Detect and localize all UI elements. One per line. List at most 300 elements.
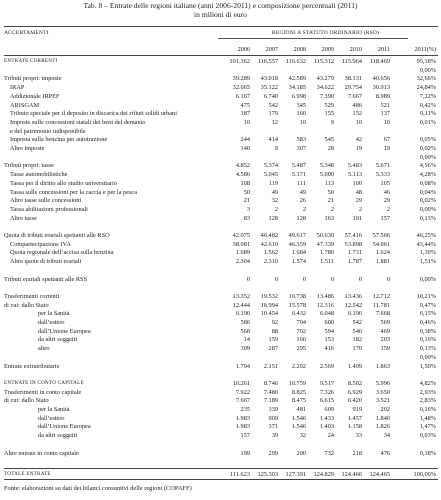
row-value-cell: 586 [240, 319, 250, 326]
row-value-cell: 0 [330, 275, 334, 283]
row-label: Tasse automobilistiche [10, 171, 68, 179]
row-value-cell: 5.671 [375, 162, 390, 170]
row-value-cell: 49.617 [288, 232, 306, 239]
row-value-cell: 235 [240, 406, 250, 413]
row-value-cell: 155 [324, 110, 334, 118]
row-label: Tributi propri: imposte [4, 75, 62, 83]
table-row [0, 162, 441, 169]
source-footnote: Fonte: elaborazioni su dati dei bilanci consuntivi delle regioni (COPAFF) [4, 485, 192, 492]
table-row [0, 110, 441, 117]
row-value-cell: 140 [240, 145, 250, 152]
row-value-cell: 1.780 [319, 249, 334, 257]
row-value-cell: 1.731 [347, 249, 362, 257]
row-value-cell: 6.167 [235, 92, 250, 100]
row-percent-cell: 0,13% [419, 345, 436, 353]
row-value-cell: 5.487 [291, 162, 306, 170]
row-percent-cell: 0,13% [419, 214, 436, 222]
row-value-cell: 124.829 [313, 470, 334, 478]
row-percent-cell: 1,30% [419, 249, 436, 257]
row-value-cell: 1.826 [375, 423, 390, 431]
row-value-cell: 5.113 [348, 171, 362, 179]
row-value-cell: 33 [355, 432, 362, 440]
row-label: di cui: dallo Stato [4, 397, 49, 405]
row-value-cell: 3 [246, 205, 250, 213]
row-value-cell: 137 [380, 110, 390, 118]
row-label: Altre quote di tributi erariali [10, 258, 82, 266]
row-value-cell: 46 [383, 188, 390, 196]
row-value-cell: 8.825 [291, 388, 306, 396]
row-value-cell: 307 [296, 145, 306, 152]
row-value-cell: 32.065 [232, 84, 250, 92]
row-value-cell: 481 [296, 406, 306, 413]
row-value-cell: 9 [274, 145, 278, 152]
row-value-cell: 545 [324, 136, 334, 144]
row-percent-cell: 46,25% [416, 232, 436, 239]
row-value-cell: 124.466 [341, 470, 362, 478]
year-header-cell: 2011 [377, 46, 390, 53]
row-value-cell: 30.913 [372, 84, 390, 92]
table-row [0, 93, 441, 100]
row-value-cell: 11.781 [372, 301, 390, 309]
row-value-cell: 182 [352, 336, 362, 344]
table-row [0, 102, 441, 109]
row-value-cell: 115.312 [313, 58, 334, 65]
row-value-cell: 43.018 [260, 75, 278, 83]
year-header-cell: 2009 [321, 46, 334, 53]
row-percent-cell: 0,08% [419, 179, 436, 187]
row-value-cell: 9.517 [319, 379, 334, 387]
row-value-cell: 191 [352, 214, 362, 222]
row-value-cell: 5.483 [347, 162, 362, 170]
row-value-cell: 476 [380, 449, 390, 457]
row-value-cell: 160 [296, 336, 306, 344]
row-value-cell: 0 [246, 275, 250, 283]
row-value-cell: 5.045 [263, 171, 278, 179]
row-value-cell: 2.310 [263, 258, 278, 266]
row-value-cell: 21 [327, 197, 334, 205]
row-value-cell: 16.738 [288, 292, 306, 300]
row-value-cell: 7.668 [375, 310, 390, 318]
table-row [0, 363, 441, 370]
row-value-cell: 0 [302, 275, 306, 283]
row-label: Tributo speciale per il deposito in discarica dei rifiuti solidi urbani [10, 110, 177, 118]
row-value-cell: 38.081 [232, 240, 250, 248]
row-value-cell: 1.433 [319, 414, 334, 422]
row-value-cell: 2 [358, 205, 362, 213]
row-percent-cell: 7,22% [419, 92, 436, 100]
header-accertamenti: ACCERTAMENTI [4, 30, 49, 36]
row-value-cell: 1.881 [375, 258, 390, 266]
row-percent-cell: 1,47% [419, 423, 436, 431]
row-percent-cell: 2,83% [419, 397, 436, 405]
row-value-cell: 1.158 [347, 423, 362, 431]
row-value-cell: 569 [380, 319, 390, 326]
row-label: Compartecipazione IVA [10, 240, 71, 248]
row-value-cell: 29.754 [344, 84, 362, 92]
row-value-cell: 157 [240, 432, 250, 440]
row-value-cell: 8.989 [375, 92, 390, 100]
row-percent-cell: 0,00% [419, 205, 436, 213]
table-row [0, 67, 441, 74]
row-percent-cell: 0,03% [419, 432, 436, 440]
table-row [0, 319, 441, 326]
row-value-cell: 200 [296, 449, 306, 457]
row-value-cell: 7.922 [235, 388, 250, 396]
row-percent-cell: 0,00% [419, 153, 436, 161]
row-percent-cell: 0,42% [419, 101, 436, 109]
row-value-cell: 295 [296, 345, 306, 353]
row-value-cell: 594 [324, 327, 334, 335]
row-value-cell: 2.202 [291, 362, 306, 370]
row-value-cell: 50.630 [316, 232, 334, 239]
table-row [0, 267, 441, 274]
row-value-cell: 19 [355, 145, 362, 152]
row-value-cell: 339 [268, 406, 278, 413]
table-row [0, 171, 441, 178]
row-value-cell: 203 [380, 336, 390, 344]
row-value-cell: 10 [299, 118, 306, 126]
row-value-cell: 40.656 [372, 75, 390, 83]
row-label: Entrate extratributarie [4, 362, 60, 370]
table-row [0, 441, 441, 448]
row-value-cell: 2.304 [235, 258, 250, 266]
row-value-cell: 199 [240, 449, 250, 457]
row-label: per la Sanità [38, 406, 70, 413]
row-value-cell: 18.994 [260, 301, 278, 309]
row-label: Trasferimenti in conto capitale [4, 388, 82, 396]
row-value-cell: 108 [240, 179, 250, 187]
row-value-cell: 42 [355, 136, 362, 144]
row-label: Tassa sulle concessioni per la caccia e per la pesca [10, 188, 138, 196]
row-value-cell: 163 [324, 214, 334, 222]
row-value-cell: 15.578 [288, 301, 306, 309]
table-title-line1: Tab. 8 – Entrate delle regioni italiane (anni 2006-2011) e composizione percentuali (2011) [83, 1, 358, 10]
row-percent-cell: 0,02% [419, 145, 436, 152]
row-value-cell: 7.326 [319, 388, 334, 396]
row-label: Tassa per il diritto allo studio universitario [10, 179, 117, 187]
row-value-cell: 119 [268, 179, 278, 187]
row-value-cell: 57.566 [372, 232, 390, 239]
row-percent-cell: 4,82% [419, 379, 436, 387]
row-value-cell: 8.502 [347, 379, 362, 387]
row-label: da altri soggetti [38, 432, 78, 440]
row-value-cell: 5.000 [319, 171, 334, 179]
table-title-line2: in milioni di euro [194, 9, 247, 19]
row-value-cell: 12 [271, 118, 278, 126]
row-value-cell: 157 [380, 214, 390, 222]
row-value-cell: 2.569 [319, 362, 334, 370]
table-row [0, 397, 441, 404]
table-row [0, 215, 441, 222]
row-value-cell: 7.189 [263, 397, 278, 405]
row-value-cell: 49 [299, 188, 306, 196]
row-value-cell: 10.261 [232, 379, 250, 387]
row-value-cell: 287 [268, 345, 278, 353]
row-value-cell: 702 [296, 327, 306, 335]
row-value-cell: 1.546 [291, 423, 306, 431]
table-row [0, 180, 441, 187]
table-title [0, 2, 441, 19]
row-value-cell: 179 [268, 110, 278, 118]
row-value-cell: 67 [383, 136, 390, 144]
row-value-cell: 919 [352, 406, 362, 413]
row-value-cell: 414 [268, 136, 278, 144]
row-value-cell: 19.532 [260, 292, 278, 300]
row-label: Imposta sulla benzina per autotrazione [10, 136, 108, 144]
row-value-cell: 2 [302, 205, 306, 213]
row-value-cell: 10.759 [288, 379, 306, 387]
row-value-cell: 47.339 [316, 240, 334, 248]
table-row [0, 128, 441, 135]
row-value-cell: 160 [296, 110, 306, 118]
table-row [0, 136, 441, 143]
row-value-cell: 19 [383, 145, 390, 152]
row-value-cell: 88 [271, 327, 278, 335]
table-row [0, 310, 441, 317]
row-value-cell: 13.352 [232, 292, 250, 300]
table-row [0, 119, 441, 126]
row-value-cell: 6.048 [319, 310, 334, 318]
row-value-cell: 34.185 [288, 84, 306, 92]
table-row [0, 197, 441, 204]
row-value-cell: 12.712 [372, 292, 390, 300]
table-row [0, 371, 441, 378]
table-row [0, 380, 441, 387]
row-value-cell: 309 [240, 345, 250, 353]
row-value-cell: 42.075 [232, 232, 250, 239]
table-row [0, 206, 441, 213]
row-value-cell: 115.964 [341, 58, 362, 65]
row-value-cell: 3.521 [375, 397, 390, 405]
row-value-cell: 521 [380, 101, 390, 109]
row-percent-cell: 0,11% [419, 110, 436, 118]
table-row [0, 406, 441, 413]
row-label: Trasferimenti correnti [4, 292, 60, 300]
row-label: Quota di tributi erariali spettanti alle RSO [4, 232, 110, 239]
row-value-cell: 113 [324, 179, 334, 187]
row-value-cell: 469 [380, 327, 390, 335]
row-value-cell: 1.511 [320, 258, 334, 266]
row-value-cell: 6.740 [263, 92, 278, 100]
row-label: ENTRATE CORRENTI [4, 58, 58, 64]
row-value-cell: 5.374 [263, 162, 278, 170]
row-value-cell: 371 [268, 423, 278, 431]
row-value-cell: 6.929 [347, 388, 362, 396]
row-percent-cell: 0,38% [419, 327, 436, 335]
row-label: dall’estero [38, 414, 65, 422]
row-value-cell: 540 [352, 327, 362, 335]
row-value-cell: 4.852 [235, 162, 250, 170]
table-row [0, 423, 441, 430]
row-percent-cell: 1,51% [419, 258, 436, 266]
row-value-cell: 2.151 [263, 362, 278, 370]
row-value-cell: 46.359 [288, 240, 306, 248]
row-value-cell: 50 [327, 188, 334, 196]
row-percent-cell: 1,48% [419, 414, 436, 422]
row-value-cell: 704 [296, 319, 306, 326]
row-value-cell: 159 [268, 336, 278, 344]
row-value-cell: 83 [243, 214, 250, 222]
row-value-cell: 542 [268, 101, 278, 109]
row-percent-cell: 95,18% [416, 58, 436, 65]
row-value-cell: 10 [355, 118, 362, 126]
row-percent-cell: 24,84% [416, 84, 436, 92]
row-label: Altre tasse [10, 214, 37, 222]
table-row [0, 84, 441, 91]
row-label: IRAP [10, 84, 25, 92]
row-percent-cell: 0,38% [419, 449, 436, 457]
row-value-cell: 92 [271, 319, 278, 326]
row-value-cell: 1.684 [291, 249, 306, 257]
row-percent-cell: 100,00% [413, 470, 436, 478]
row-value-cell: 732 [324, 449, 334, 457]
row-percent-cell: 9,47% [419, 301, 436, 309]
row-label: Altre tasse sulle concessioni [10, 197, 82, 205]
table-row [0, 154, 441, 161]
row-value-cell: 24 [327, 432, 334, 440]
row-value-cell: 1.794 [235, 362, 250, 370]
row-value-cell: 3.650 [375, 388, 390, 396]
row-value-cell: 416 [324, 345, 334, 353]
header-rso-underline [218, 38, 408, 39]
table-row [0, 75, 441, 82]
table-row [0, 249, 441, 256]
row-value-cell: 345 [296, 101, 306, 109]
row-value-cell: 9 [330, 118, 334, 126]
row-value-cell: 128 [268, 214, 278, 222]
year-header-cell: 2010 [349, 46, 362, 53]
row-value-cell: 6.615 [319, 397, 334, 405]
row-value-cell: 53.898 [344, 240, 362, 248]
row-value-cell: 116.632 [285, 58, 306, 65]
row-percent-cell: 2,93% [419, 388, 436, 396]
row-value-cell: 2 [330, 205, 334, 213]
row-value-cell: 153 [324, 336, 334, 344]
row-value-cell: 218 [352, 449, 362, 457]
row-value-cell: 529 [324, 101, 334, 109]
row-value-cell: 49 [271, 188, 278, 196]
row-value-cell: 100 [352, 179, 362, 187]
row-label: per la Sanità [38, 310, 70, 318]
row-value-cell: 187 [240, 110, 250, 118]
row-value-cell: 5.348 [319, 162, 334, 170]
row-value-cell: 127.391 [285, 470, 306, 478]
table-row [0, 354, 441, 361]
row-value-cell: 568 [240, 327, 250, 335]
row-percent-cell: 0,00% [419, 353, 436, 361]
row-percent-cell: 0,46% [419, 319, 436, 326]
row-value-cell: 909 [268, 414, 278, 422]
year-header-cell: 2006 [237, 46, 250, 53]
row-value-cell: 6.190 [235, 310, 250, 318]
row-label: Tassa abilitazioni professionali [10, 205, 88, 213]
row-value-cell: 5.996 [375, 379, 390, 387]
table-row [0, 293, 441, 300]
row-percent-cell: 32,66% [416, 75, 436, 83]
header-bottom-rule [4, 55, 438, 56]
row-percent-cell: 4,56% [419, 162, 436, 170]
row-value-cell: 1.787 [347, 258, 362, 266]
row-value-cell: 202 [380, 406, 390, 413]
row-value-cell: 1.840 [375, 414, 390, 422]
row-percent-cell: 0,00% [419, 275, 436, 283]
table-row [0, 223, 441, 230]
row-label: ARISGAM [10, 101, 40, 109]
table-row [0, 284, 441, 291]
row-value-cell: 48 [355, 188, 362, 196]
table-row [0, 276, 441, 283]
table-row [0, 471, 441, 478]
row-value-cell: 125.303 [257, 470, 278, 478]
row-label: ENTRATE IN CONTO CAPITALE [4, 379, 84, 386]
header-rso: REGIONI A STATUTO ORDINARIO (RSO) [271, 30, 380, 36]
row-value-cell: 475 [240, 101, 250, 109]
row-value-cell: 1.403 [319, 423, 334, 431]
row-value-cell: 7.667 [347, 92, 362, 100]
row-label: dall’Unione Europea [38, 327, 91, 335]
row-value-cell: 13.436 [344, 292, 362, 300]
row-percent-cell: 0,02% [419, 197, 436, 205]
row-percent-cell: 10,21% [416, 292, 436, 300]
row-label: di cui: dallo Stato [4, 301, 49, 309]
row-value-cell: 1.863 [375, 362, 390, 370]
row-value-cell: 118.469 [369, 58, 390, 65]
row-value-cell: 1.983 [235, 423, 250, 431]
row-value-cell: 6.432 [291, 310, 306, 318]
year-header-cell: 2011(%) [414, 46, 436, 53]
row-value-cell: 32 [299, 432, 306, 440]
table-row [0, 58, 441, 65]
row-value-cell: 13.486 [316, 292, 334, 300]
row-value-cell: 42.610 [260, 240, 278, 248]
table-row [0, 232, 441, 239]
row-value-cell: 35.122 [260, 84, 278, 92]
row-value-cell: 12.316 [316, 301, 334, 309]
row-label: Altre imposte [10, 145, 45, 152]
row-value-cell: 1.546 [291, 414, 306, 422]
row-percent-cell: 0,16% [419, 336, 436, 344]
row-value-cell: 26 [299, 197, 306, 205]
table-row [0, 432, 441, 439]
row-label: Tributi propri: tasse [4, 162, 54, 170]
row-value-cell: 124.465 [369, 470, 390, 478]
row-value-cell: 6.420 [347, 397, 362, 405]
row-percent-cell: 43,44% [416, 240, 436, 248]
row-percent-cell: 0,05% [419, 136, 436, 144]
bottom-rule [4, 479, 438, 480]
row-value-cell: 7.480 [263, 388, 278, 396]
table-row [0, 189, 441, 196]
table-row [0, 145, 441, 152]
row-value-cell: 34 [383, 432, 390, 440]
row-value-cell: 39.289 [232, 75, 250, 83]
row-percent-cell: 4,28% [419, 171, 436, 179]
row-value-cell: 0 [274, 275, 278, 283]
row-percent-cell: 6,15% [419, 310, 436, 318]
table-row [0, 328, 441, 335]
row-value-cell: 7.667 [235, 397, 250, 405]
row-value-cell: 32 [271, 197, 278, 205]
row-value-cell: 7.390 [319, 92, 334, 100]
row-label: Imposte sulle concessioni statali dei beni del demanio [10, 118, 146, 126]
row-label: da altri soggetti [38, 336, 78, 344]
row-value-cell: 12.542 [344, 301, 362, 309]
top-rule [4, 26, 438, 27]
row-value-cell: 1.624 [375, 249, 390, 257]
row-value-cell: 14 [243, 336, 250, 344]
row-percent-cell: 0,01% [419, 118, 436, 126]
row-value-cell: 542 [352, 319, 362, 326]
